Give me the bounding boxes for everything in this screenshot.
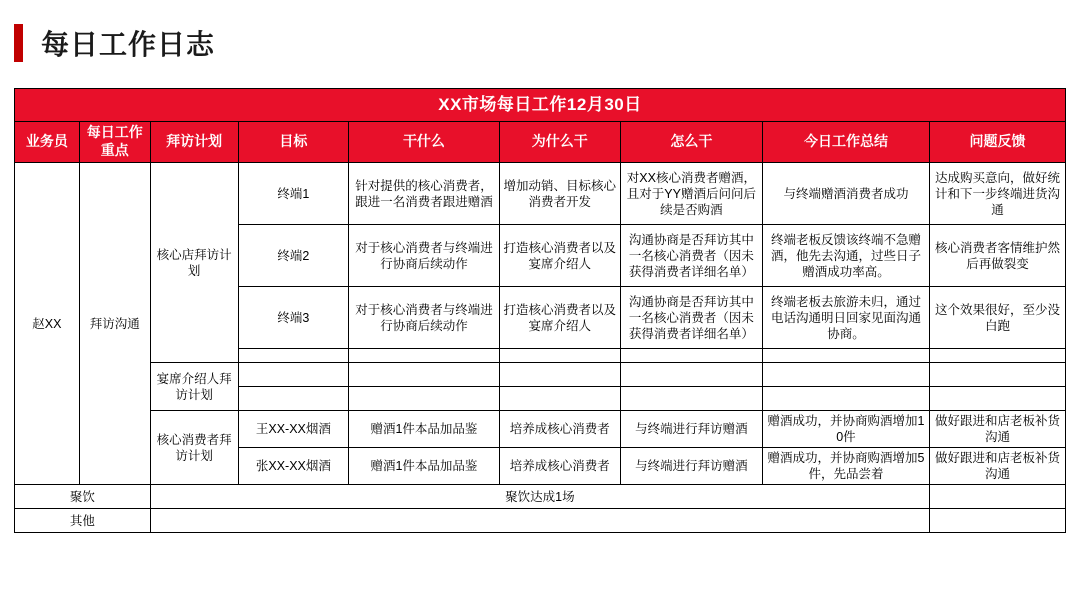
page-title-row — [0, 22, 215, 64]
cell-why: 增加动销、目标核心消费者开发 — [499, 163, 620, 225]
cell-what: 对于核心消费者与终端进行协商后续动作 — [349, 287, 499, 349]
cell-summary: 终端老板去旅游未归，通过电话沟通明日回家见面沟通协商。 — [762, 287, 929, 349]
cell-feedback: 做好跟进和店老板补货沟通 — [930, 411, 1066, 448]
table-row — [15, 363, 1066, 387]
footer-value-other — [150, 509, 929, 533]
cell-empty — [499, 363, 620, 387]
col-header-why: 为什么干 — [499, 122, 620, 163]
cell-focus: 拜访沟通 — [79, 163, 150, 485]
cell-summary: 与终端赠酒消费者成功 — [762, 163, 929, 225]
cell-what: 赠酒1件本品加品鉴 — [349, 411, 499, 448]
col-header-how: 怎么干 — [620, 122, 762, 163]
cell-feedback: 核心消费者客情维护然后再做裂变 — [930, 225, 1066, 287]
table-banner-row — [15, 89, 1066, 122]
col-header-feedback: 问题反馈 — [930, 122, 1066, 163]
page-title: 每日工作日志 — [41, 29, 216, 60]
cell-empty — [930, 387, 1066, 411]
col-header-salesperson: 业务员 — [15, 122, 80, 163]
cell-empty — [238, 387, 349, 411]
col-header-visit-plan: 拜访计划 — [150, 122, 238, 163]
cell-target: 终端3 — [238, 287, 349, 349]
col-header-what: 干什么 — [349, 122, 499, 163]
cell-empty — [930, 509, 1066, 533]
footer-value-gathering: 聚饮达成1场 — [150, 485, 929, 509]
cell-empty — [620, 349, 762, 363]
cell-summary: 赠酒成功，并协商购酒增加5件，先品尝着 — [762, 448, 929, 485]
cell-why: 培养成核心消费者 — [499, 448, 620, 485]
cell-summary: 赠酒成功，并协商购酒增加10件 — [762, 411, 929, 448]
cell-empty — [238, 349, 349, 363]
cell-target: 王XX-XX烟酒 — [238, 411, 349, 448]
cell-how: 沟通协商是否拜访其中一名核心消费者（因未获得消费者详细名单） — [620, 287, 762, 349]
footer-label-gathering: 聚饮 — [15, 485, 151, 509]
cell-how: 沟通协商是否拜访其中一名核心消费者（因未获得消费者详细名单） — [620, 225, 762, 287]
title-accent-bar — [14, 24, 23, 62]
cell-how: 与终端进行拜访赠酒 — [620, 411, 762, 448]
table-row — [15, 163, 1066, 225]
cell-empty — [499, 349, 620, 363]
cell-why: 打造核心消费者以及宴席介绍人 — [499, 225, 620, 287]
cell-salesperson: 赵XX — [15, 163, 80, 485]
table-row — [15, 411, 1066, 448]
cell-target: 终端2 — [238, 225, 349, 287]
cell-feedback: 做好跟进和店老板补货沟通 — [930, 448, 1066, 485]
cell-empty — [238, 363, 349, 387]
cell-empty — [499, 387, 620, 411]
cell-summary: 终端老板反馈该终端不急赠酒，他先去沟通，过些日子赠酒成功率高。 — [762, 225, 929, 287]
cell-empty — [930, 363, 1066, 387]
cell-empty — [762, 363, 929, 387]
cell-empty — [620, 387, 762, 411]
col-header-summary: 今日工作总结 — [762, 122, 929, 163]
daily-work-table — [14, 88, 1066, 533]
cell-feedback: 达成购买意向，做好统计和下一步终端进货沟通 — [930, 163, 1066, 225]
cell-how: 对XX核心消费者赠酒，且对于YY赠酒后问问后续是否购酒 — [620, 163, 762, 225]
cell-how: 与终端进行拜访赠酒 — [620, 448, 762, 485]
table-footer-row — [15, 485, 1066, 509]
cell-target: 终端1 — [238, 163, 349, 225]
cell-empty — [349, 349, 499, 363]
cell-what: 赠酒1件本品加品鉴 — [349, 448, 499, 485]
cell-empty — [349, 363, 499, 387]
table-header-row — [15, 122, 1066, 163]
cell-empty — [762, 349, 929, 363]
cell-why: 培养成核心消费者 — [499, 411, 620, 448]
cell-what: 针对提供的核心消费者，跟进一名消费者跟进赠酒 — [349, 163, 499, 225]
cell-plan-core-consumer: 核心消费者拜访计划 — [150, 411, 238, 485]
cell-empty — [762, 387, 929, 411]
daily-work-table-wrap — [14, 88, 1066, 533]
cell-empty — [930, 349, 1066, 363]
cell-target: 张XX-XX烟酒 — [238, 448, 349, 485]
cell-empty — [349, 387, 499, 411]
table-banner: XX市场每日工作12月30日 — [15, 89, 1066, 122]
cell-why: 打造核心消费者以及宴席介绍人 — [499, 287, 620, 349]
cell-what: 对于核心消费者与终端进行协商后续动作 — [349, 225, 499, 287]
cell-plan-banquet: 宴席介绍人拜访计划 — [150, 363, 238, 411]
col-header-focus: 每日工作重点 — [79, 122, 150, 163]
cell-empty — [620, 363, 762, 387]
footer-label-other: 其他 — [15, 509, 151, 533]
cell-feedback: 这个效果很好，至少没白跑 — [930, 287, 1066, 349]
col-header-target: 目标 — [238, 122, 349, 163]
cell-empty — [930, 485, 1066, 509]
cell-plan-core-store: 核心店拜访计划 — [150, 163, 238, 363]
table-footer-row — [15, 509, 1066, 533]
